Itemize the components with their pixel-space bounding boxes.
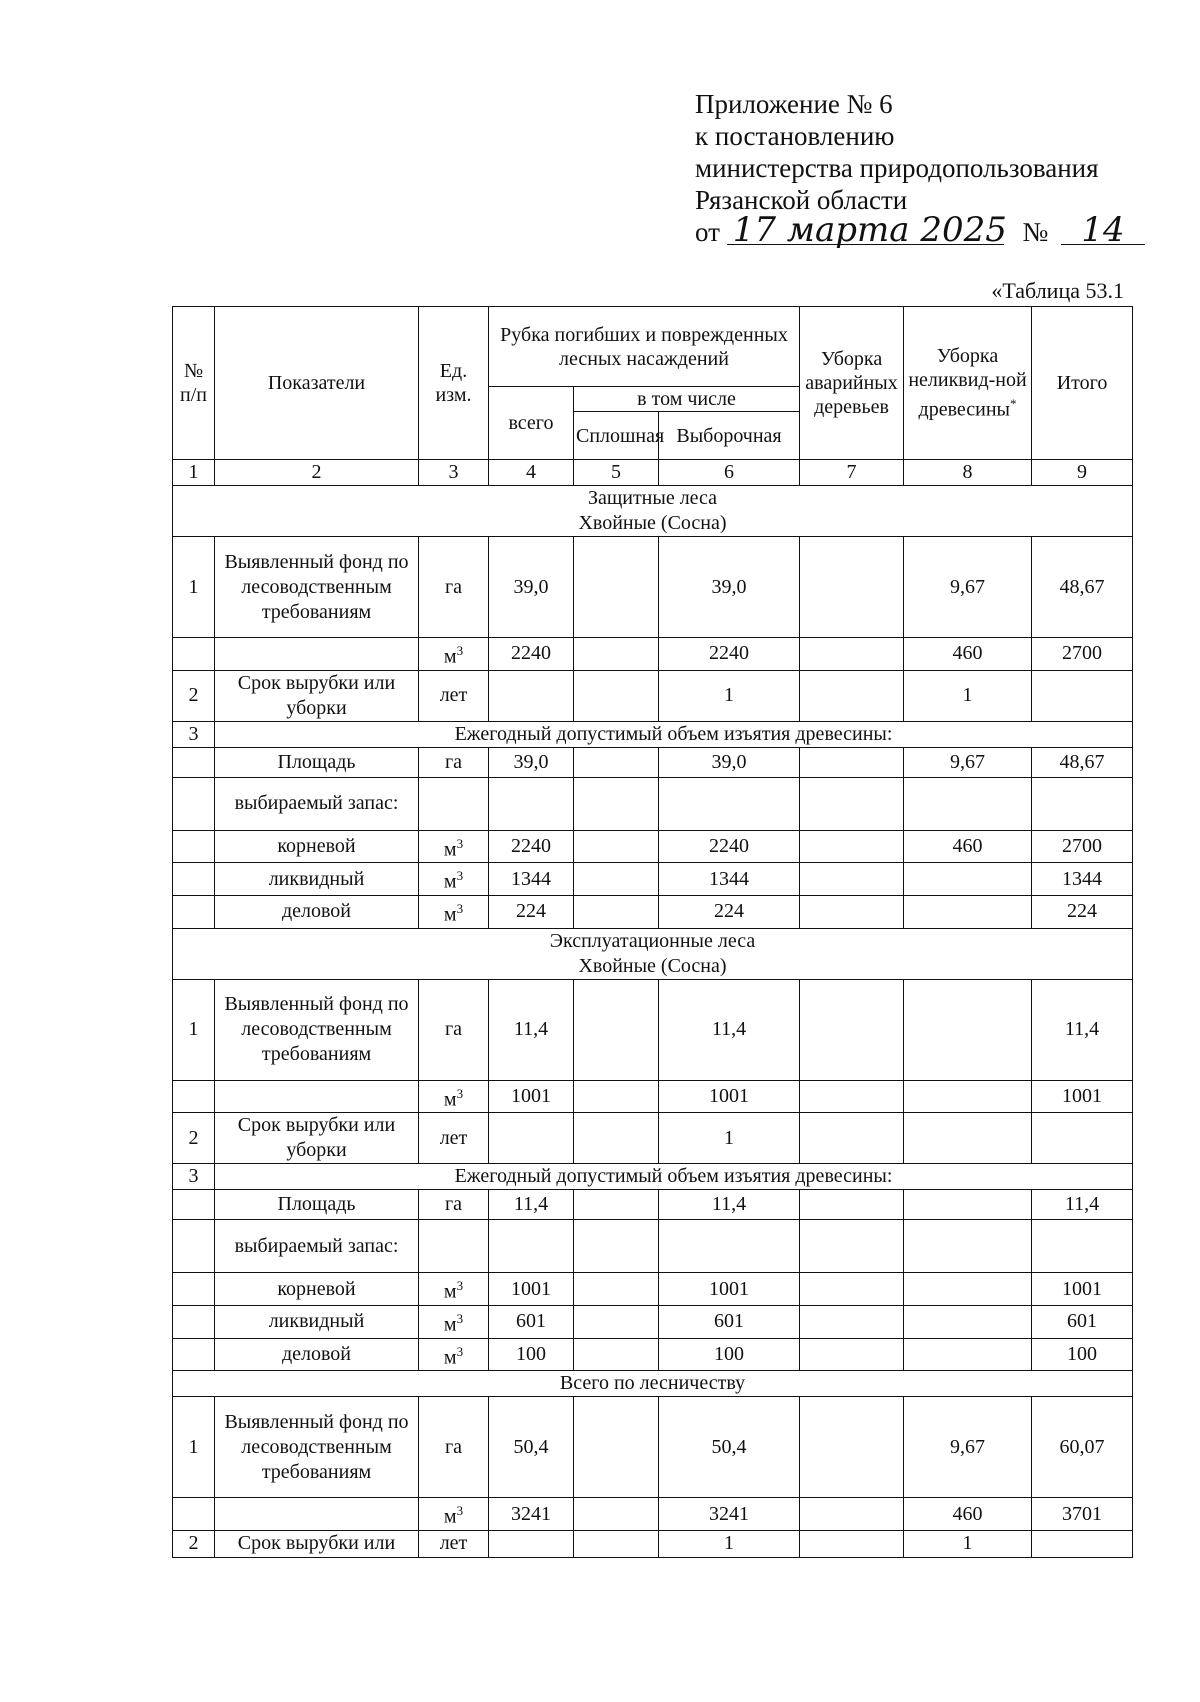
value-cell: 11,4 — [489, 1190, 574, 1220]
value-cell: 100 — [659, 1338, 800, 1371]
col-number: 1 — [173, 460, 215, 486]
value-cell: 1001 — [1032, 1080, 1133, 1113]
col-number: 5 — [574, 460, 659, 486]
value-cell: 1001 — [489, 1080, 574, 1113]
value-cell: 224 — [659, 895, 800, 928]
section-header — [173, 1371, 1133, 1397]
unit-cell: $м^3$ — [419, 638, 489, 671]
row-number — [173, 863, 215, 896]
value-cell: 1001 — [659, 1080, 800, 1113]
value-cell: 11,4 — [1032, 979, 1133, 1080]
value-cell: 100 — [1032, 1338, 1133, 1371]
row-number: 2 — [173, 670, 215, 721]
row-number — [173, 1220, 215, 1273]
value-cell — [1032, 777, 1133, 830]
value-cell: 11,4 — [659, 1190, 800, 1220]
indicator-label: Площадь — [215, 1190, 419, 1220]
row-number — [173, 895, 215, 928]
value-cell — [574, 747, 659, 777]
value-cell — [489, 670, 574, 721]
value-cell: 11,4 — [489, 979, 574, 1080]
row-number — [173, 1305, 215, 1338]
value-cell: 1 — [904, 1530, 1032, 1557]
value-cell — [800, 1190, 904, 1220]
indicator-label: Выявленный фонд по лесоводственным требованиям — [215, 1397, 419, 1498]
value-cell — [489, 1530, 574, 1557]
value-cell — [574, 1338, 659, 1371]
unit-cell: га — [419, 1397, 489, 1498]
value-cell: 3701 — [1032, 1498, 1133, 1531]
table-row — [173, 1190, 1133, 1220]
unit-cell: га — [419, 1190, 489, 1220]
value-cell — [1032, 1220, 1133, 1273]
row-number — [173, 830, 215, 863]
header-line-4: Рязанской области — [695, 185, 908, 215]
table-row — [173, 777, 1133, 830]
value-cell — [574, 537, 659, 638]
table-row — [173, 1498, 1133, 1531]
unit-cell: $м^3$ — [419, 863, 489, 896]
unit-cell: $м^3$ — [419, 830, 489, 863]
value-cell — [574, 1498, 659, 1531]
unit-cell: га — [419, 537, 489, 638]
header-row-1 — [173, 307, 1133, 387]
value-cell: 460 — [904, 830, 1032, 863]
number-label: № — [1022, 217, 1049, 247]
value-cell: 2700 — [1032, 638, 1133, 671]
indicator-label: Площадь — [215, 747, 419, 777]
table-row — [173, 979, 1133, 1080]
section-title-text: Защитные леса — [587, 487, 718, 509]
value-cell: 1344 — [659, 863, 800, 896]
value-cell — [800, 1273, 904, 1306]
unit-cell: $м^3$ — [419, 895, 489, 928]
value-cell — [574, 1530, 659, 1557]
col-total-header: Итого — [1032, 307, 1133, 460]
value-cell — [574, 830, 659, 863]
value-cell — [800, 979, 904, 1080]
section-subtitle-text: Хвойные (Сосна) — [578, 954, 727, 977]
forest-table — [172, 306, 1133, 1558]
header-line-1: Приложение № 6 — [695, 89, 893, 119]
indicator-label — [215, 1498, 419, 1531]
value-cell — [904, 895, 1032, 928]
value-cell: 601 — [489, 1305, 574, 1338]
col-including-header: в том числе — [574, 387, 800, 412]
value-cell: 2240 — [659, 638, 800, 671]
value-cell: 1001 — [1032, 1273, 1133, 1306]
section-header — [173, 928, 1133, 979]
value-cell — [489, 777, 574, 830]
col-number: 4 — [489, 460, 574, 486]
value-cell: 601 — [659, 1305, 800, 1338]
value-cell — [904, 1305, 1032, 1338]
row-number — [173, 1080, 215, 1113]
value-cell: 39,0 — [659, 537, 800, 638]
unit-cell: га — [419, 747, 489, 777]
value-cell: 2240 — [659, 830, 800, 863]
value-cell: 2700 — [1032, 830, 1133, 863]
handwritten-number: 14 — [1061, 216, 1145, 245]
value-cell — [904, 863, 1032, 896]
value-cell — [904, 1338, 1032, 1371]
value-cell — [800, 670, 904, 721]
value-cell: 50,4 — [489, 1397, 574, 1498]
unit-cell: га — [419, 979, 489, 1080]
value-cell: 224 — [489, 895, 574, 928]
indicator-label: корневой — [215, 1273, 419, 1306]
value-cell — [800, 1080, 904, 1113]
indicator-label — [215, 638, 419, 671]
indicator-label: выбираемый запас: — [215, 777, 419, 830]
value-cell: 39,0 — [659, 747, 800, 777]
col-selective-header: Выборочная — [659, 412, 800, 460]
value-cell: 1001 — [489, 1273, 574, 1306]
row-number — [173, 1273, 215, 1306]
row-number: 1 — [173, 979, 215, 1080]
document-header — [695, 88, 1175, 248]
table-row — [173, 1305, 1133, 1338]
indicator-label: корневой — [215, 830, 419, 863]
value-cell — [904, 979, 1032, 1080]
row-number: 2 — [173, 1530, 215, 1557]
annual-volume-label: Ежегодный допустимый объем изъятия древесины: — [215, 1164, 1133, 1190]
value-cell — [800, 1113, 904, 1164]
value-cell — [574, 1220, 659, 1273]
value-cell — [904, 1273, 1032, 1306]
table-row — [173, 1530, 1133, 1557]
indicator-label: деловой — [215, 895, 419, 928]
value-cell: 39,0 — [489, 537, 574, 638]
col-illiquid-header — [904, 307, 1032, 460]
handwritten-date: 17 марта 2025 — [727, 216, 1004, 245]
value-cell — [800, 830, 904, 863]
value-cell — [574, 863, 659, 896]
section-subtitle-text: Хвойные (Сосна) — [578, 512, 727, 534]
col-number: 9 — [1032, 460, 1133, 486]
value-cell — [800, 747, 904, 777]
unit-cell: $м^3$ — [419, 1498, 489, 1531]
unit-cell: лет — [419, 1113, 489, 1164]
value-cell — [800, 1498, 904, 1531]
value-cell: 1 — [659, 670, 800, 721]
value-cell: 60,07 — [1032, 1397, 1133, 1498]
row-number: 3 — [173, 1164, 215, 1190]
col-clear-header: Сплошная — [574, 412, 659, 460]
header-date-line — [695, 210, 1175, 250]
row-number — [173, 1338, 215, 1371]
unit-cell: $м^3$ — [419, 1080, 489, 1113]
indicator-label: Срок вырубки или уборки — [215, 1113, 419, 1164]
table-row — [173, 721, 1133, 747]
indicator-label — [215, 1080, 419, 1113]
table-row — [173, 1397, 1133, 1498]
unit-cell — [419, 1220, 489, 1273]
value-cell — [1032, 1113, 1133, 1164]
value-cell: 1001 — [659, 1273, 800, 1306]
table-row — [173, 670, 1133, 721]
table-row — [173, 1113, 1133, 1164]
value-cell — [574, 1080, 659, 1113]
col-number: 3 — [419, 460, 489, 486]
table-row — [173, 863, 1133, 896]
value-cell — [574, 1113, 659, 1164]
value-cell: 1344 — [1032, 863, 1133, 896]
value-cell — [800, 1220, 904, 1273]
value-cell: 601 — [1032, 1305, 1133, 1338]
indicator-label: Срок вырубки или уборки — [215, 670, 419, 721]
value-cell — [800, 1397, 904, 1498]
row-number: 1 — [173, 537, 215, 638]
value-cell: 2240 — [489, 830, 574, 863]
col-num-header: № п/п — [173, 307, 215, 460]
value-cell — [904, 1113, 1032, 1164]
value-cell — [800, 1338, 904, 1371]
table-row — [173, 895, 1133, 928]
table-row — [173, 1080, 1133, 1113]
value-cell — [659, 777, 800, 830]
table-row — [173, 1273, 1133, 1306]
col-number: 2 — [215, 460, 419, 486]
table-row — [173, 638, 1133, 671]
unit-cell — [419, 777, 489, 830]
value-cell: 48,67 — [1032, 747, 1133, 777]
value-cell: 39,0 — [489, 747, 574, 777]
value-cell — [574, 895, 659, 928]
value-cell — [904, 777, 1032, 830]
row-number — [173, 747, 215, 777]
value-cell: 3241 — [489, 1498, 574, 1531]
col-emergency-header: Уборка аварийных деревьев — [800, 307, 904, 460]
value-cell — [574, 1397, 659, 1498]
value-cell — [800, 863, 904, 896]
value-cell: 2240 — [489, 638, 574, 671]
row-number — [173, 1498, 215, 1531]
value-cell — [800, 895, 904, 928]
indicator-label: ликвидный — [215, 863, 419, 896]
value-cell — [574, 638, 659, 671]
value-cell — [800, 1305, 904, 1338]
section-title — [173, 486, 1133, 537]
value-cell: 3241 — [659, 1498, 800, 1531]
value-cell: 50,4 — [659, 1397, 800, 1498]
unit-cell: $м^3$ — [419, 1305, 489, 1338]
table-row — [173, 1338, 1133, 1371]
row-number: 3 — [173, 721, 215, 747]
table-label: «Таблица 53.1 — [991, 278, 1124, 303]
col-number: 7 — [800, 460, 904, 486]
value-cell — [800, 1530, 904, 1557]
unit-cell: лет — [419, 670, 489, 721]
value-cell: 48,67 — [1032, 537, 1133, 638]
col-all-header: всего — [489, 387, 574, 460]
value-cell — [1032, 1530, 1133, 1557]
table-row — [173, 830, 1133, 863]
value-cell — [489, 1220, 574, 1273]
column-number-row — [173, 460, 1133, 486]
header-line-2: к постановлению — [695, 121, 895, 151]
value-cell: 100 — [489, 1338, 574, 1371]
value-cell — [659, 1220, 800, 1273]
value-cell — [904, 1190, 1032, 1220]
footnote-mark: * — [1010, 396, 1017, 412]
table-row — [173, 537, 1133, 638]
col-number: 8 — [904, 460, 1032, 486]
value-cell: 224 — [1032, 895, 1133, 928]
value-cell — [904, 1080, 1032, 1113]
value-cell: 1 — [904, 670, 1032, 721]
value-cell — [800, 777, 904, 830]
value-cell: 460 — [904, 1498, 1032, 1531]
col-felling-group-header: Рубка погибших и поврежденных лесных насаждений — [489, 307, 800, 387]
indicator-label: ликвидный — [215, 1305, 419, 1338]
table-row — [173, 1220, 1133, 1273]
value-cell — [574, 1273, 659, 1306]
col-illiquid-label: Уборка неликвид-ной древесины — [908, 345, 1027, 421]
value-cell: 11,4 — [659, 979, 800, 1080]
value-cell — [574, 670, 659, 721]
section-title — [173, 928, 1133, 979]
value-cell — [904, 1220, 1032, 1273]
col-unit-header: Ед. изм. — [419, 307, 489, 460]
indicator-label: выбираемый запас: — [215, 1220, 419, 1273]
value-cell — [574, 777, 659, 830]
unit-cell: $м^3$ — [419, 1273, 489, 1306]
value-cell: 9,67 — [904, 747, 1032, 777]
section-title-text: Эксплуатационные леса — [549, 929, 756, 952]
row-number — [173, 638, 215, 671]
value-cell — [800, 638, 904, 671]
from-prefix: от — [695, 217, 720, 247]
unit-cell: $м^3$ — [419, 1338, 489, 1371]
indicator-label: деловой — [215, 1338, 419, 1371]
section-title: Всего по лесничеству — [173, 1371, 1133, 1397]
row-number: 2 — [173, 1113, 215, 1164]
value-cell — [574, 1305, 659, 1338]
value-cell: 9,67 — [904, 537, 1032, 638]
value-cell — [489, 1113, 574, 1164]
row-number: 1 — [173, 1397, 215, 1498]
indicator-label: Выявленный фонд по лесоводственным требованиям — [215, 979, 419, 1080]
value-cell: 460 — [904, 638, 1032, 671]
header-line-3: министерства природопользования — [695, 153, 1099, 183]
section-header — [173, 486, 1133, 537]
row-number — [173, 1190, 215, 1220]
value-cell: 1 — [659, 1530, 800, 1557]
indicator-label: Выявленный фонд по лесоводственным требованиям — [215, 537, 419, 638]
value-cell: 1344 — [489, 863, 574, 896]
annual-volume-label: Ежегодный допустимый объем изъятия древесины: — [215, 721, 1133, 747]
unit-cell: лет — [419, 1530, 489, 1557]
value-cell — [1032, 670, 1133, 721]
value-cell: 9,67 — [904, 1397, 1032, 1498]
row-number — [173, 777, 215, 830]
value-cell — [574, 979, 659, 1080]
value-cell: 11,4 — [1032, 1190, 1133, 1220]
table-row — [173, 747, 1133, 777]
col-number: 6 — [659, 460, 800, 486]
indicator-label: Срок вырубки или — [215, 1530, 419, 1557]
value-cell — [574, 1190, 659, 1220]
value-cell: 1 — [659, 1113, 800, 1164]
value-cell — [800, 537, 904, 638]
col-indicator-header: Показатели — [215, 307, 419, 460]
table-row — [173, 1164, 1133, 1190]
